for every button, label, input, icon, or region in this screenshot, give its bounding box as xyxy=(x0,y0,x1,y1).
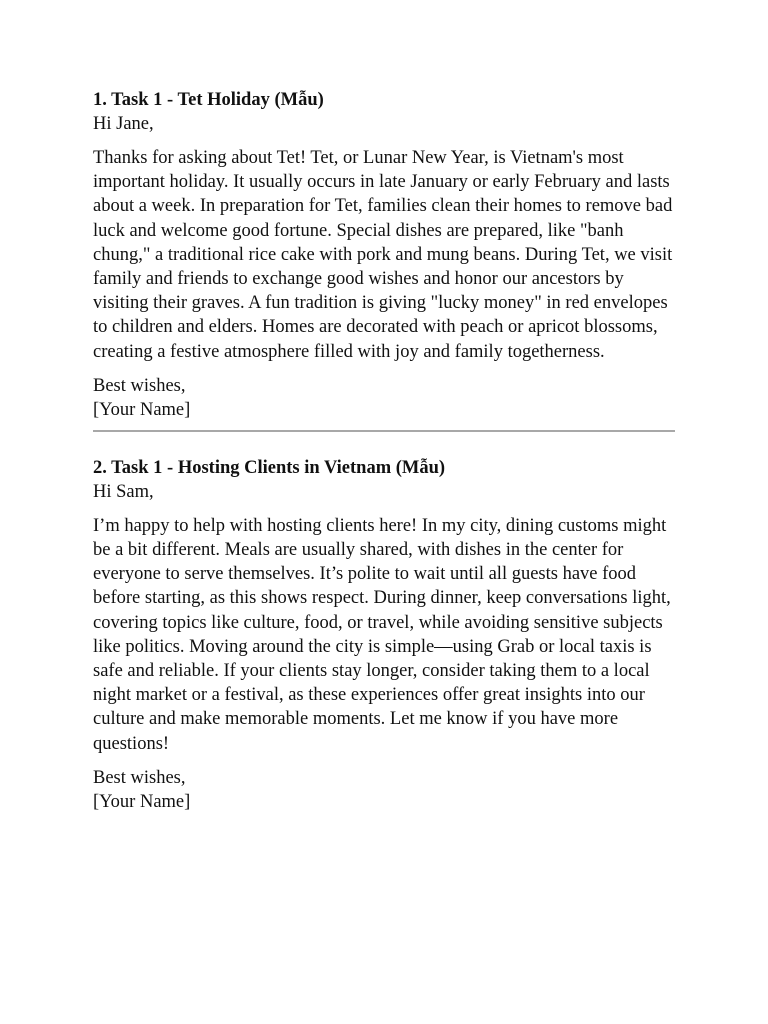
greeting: Hi Jane, xyxy=(93,114,154,134)
section-title: 2. Task 1 - Hosting Clients in Vietnam (Mẫu) xyxy=(93,457,446,478)
signature: [Your Name] xyxy=(93,791,191,812)
letter-body: I’m happy to help with hosting clients here! In my city, dining customs might be a bit different. Meals are usually shared, with dishes in the center for everyone to serve themselves. It’s polite to wait until all guests have food before starting, as this shows respect. During dinner, keep conversations light, covering topics like culture, food, or travel, while avoiding sensitive subjects like politics. Moving around the city is simple—using Grab or local taxis is safe and reliable. If your clients stay longer, consider taking them to a local night market or a festival, as these experiences offer great insights into our culture and make memorable moments. Let me know if you have more questions! xyxy=(93,515,671,754)
signature: [Your Name] xyxy=(93,399,191,420)
closing-line: Best wishes, xyxy=(93,375,186,396)
section-tet-holiday xyxy=(93,88,677,422)
document-page xyxy=(93,88,677,814)
section-hosting-clients xyxy=(93,456,677,814)
closing-line: Best wishes, xyxy=(93,767,186,788)
section-divider xyxy=(93,430,675,432)
greeting: Hi Sam, xyxy=(93,481,154,502)
section-title: 1. Task 1 - Tet Holiday (Mẫu) xyxy=(93,90,324,110)
letter-body: Thanks for asking about Tet! Tet, or Lunar New Year, is Vietnam's most important holiday. It usually occurs in late January or early February and lasts about a week. In preparation for Tet, families clean their homes to remove bad luck and welcome good fortune. Special dishes are prepared, like "banh chung," a traditional rice cake with pork and mung beans. During Tet, we visit family and friends to exchange good wishes and honor our ancestors by visiting their graves. A fun tradition is giving "lucky money" in red envelopes to children and elders. Homes are decorated with peach or apricot blossoms, creating a festive atmosphere filled with joy and family togetherness. xyxy=(93,148,673,362)
